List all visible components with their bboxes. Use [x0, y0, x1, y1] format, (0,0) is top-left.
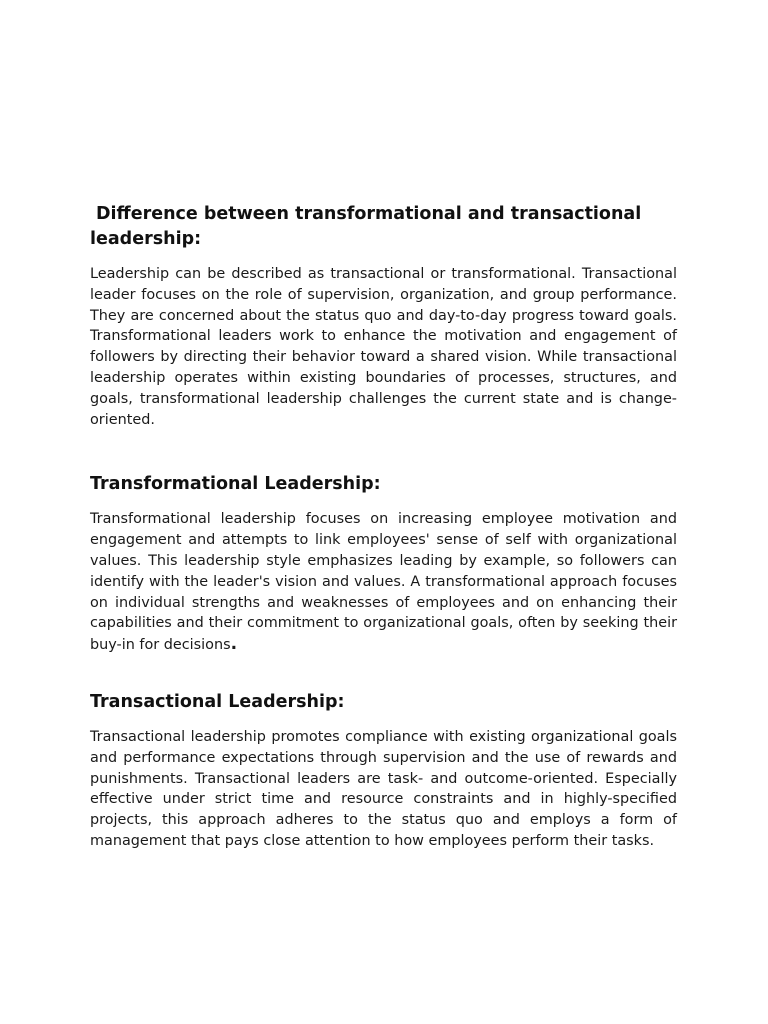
intro-paragraph: Leadership can be described as transactional or transformational. Transactional leader focuses on the role of supervision, organization, and group performance. They are concerned about the status quo and day-to-day progress toward goals. Transformational leaders work to enhance the motivation and engagement of followers by directing their behavior toward a shared vision. While transactional leadership operates within existing boundaries of processes, structures, and goals, transformational leadership challenges the current state and is change-oriented.: [90, 266, 677, 428]
transformational-paragraph: [90, 509, 677, 656]
main-heading: [90, 202, 677, 252]
main-heading-text: Difference between transformational and transactional leadership:: [90, 204, 642, 249]
transformational-heading: Transformational Leadership:: [90, 474, 381, 495]
transactional-paragraph: Transactional leadership promotes compliance with existing organizational goals and performance expectations through supervision and the use of rewards and punishments. Transactional leaders are task- and outcome-oriented. Especially effective under strict time and resource constraints and in highly-specified projects, this approach adheres to the status quo and employs a form of management that pays close attention to how employees perform their tasks.: [90, 728, 677, 849]
transactional-heading: Transactional Leadership:: [90, 691, 345, 712]
document-page: [90, 202, 677, 852]
transformational-end-mark: .: [230, 634, 238, 655]
transformational-paragraph-text: Transformational leadership focuses on increasing employee motivation and engagement and attempts to link employees' sense of self with organizational values. This leadership style emphasizes leading by example, so followers can identify with the leader's vision and values. A transformational approach focuses on individual strengths and weaknesses of employees and on enhancing their capabilities and their commitment to organizational goals, often by seeking their buy-in for decisions: [90, 511, 677, 654]
